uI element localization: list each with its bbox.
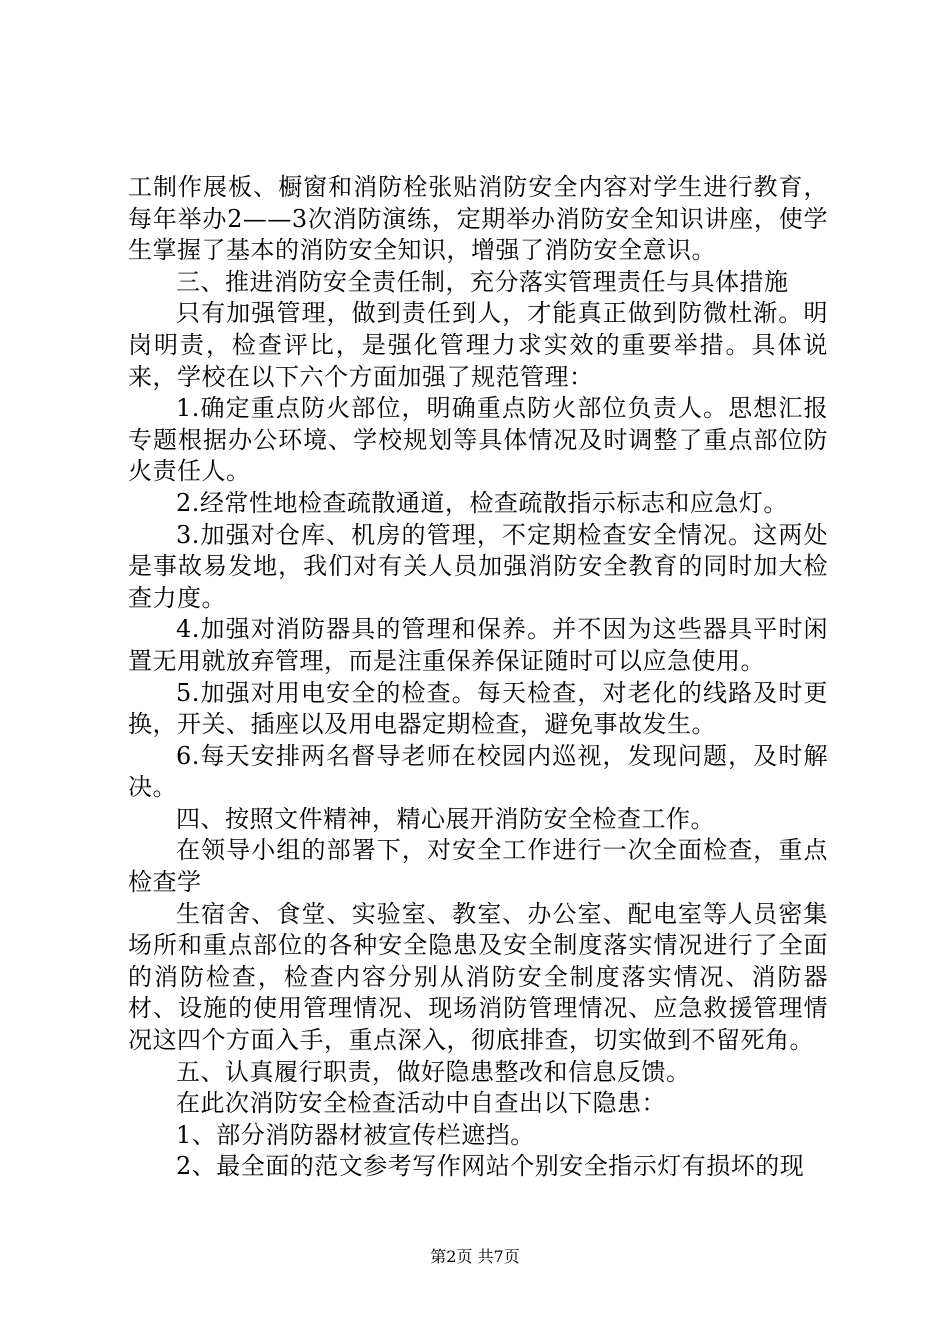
list-item-5: 5.加强对用电安全的检查。每天检查，对老化的线路及时更换，开关、插座以及用电器定期检查，避免事故发生。 [128,678,828,739]
list-item-3: 3.加强对仓库、机房的管理，不定期检查安全情况。这两处是事故易发地，我们对有关人员加强消防安全教育的同时加大检查力度。 [128,520,828,612]
hazard-item-2: 2、最全面的范文参考写作网站个别安全指示灯有损坏的现 [176,1152,805,1181]
section-heading-4: 四、按照文件精神，精心展开消防安全检查工作。 [176,804,715,833]
paragraph-1: 工制作展板、橱窗和消防栓张贴消防安全内容对学生进行教育，每年举办2——3次消防演练，定期举办消防安全知识讲座，使学生掌握了基本的消防安全知识，增强了消防安全意识。 [128,173,828,265]
hazard-item-1: 1、部分消防器材被宣传栏遮挡。 [176,1120,535,1149]
list-item-2: 2.经常性地检查疏散通道，检查疏散指示标志和应急灯。 [176,488,788,517]
list-item-4: 4.加强对消防器具的管理和保养。并不因为这些器具平时闲置无用就放弃管理，而是注重保养保证随时可以应急使用。 [128,615,828,675]
list-item-1: 1.确定重点防火部位，明确重点防火部位负责人。思想汇报专题根据办公环境、学校规划等具体情况及时调整了重点部位防火责任人。 [128,394,828,486]
section-heading-3: 三、推进消防安全责任制，充分落实管理责任与具体措施 [176,267,789,296]
section-heading-5: 五、认真履行职责，做好隐患整改和信息反馈。 [176,1057,691,1086]
paragraph-11: 在领导小组的部署下，对安全工作进行一次全面检查，重点检查学 [128,836,828,897]
paragraph-3: 只有加强管理，做到责任到人，才能真正做到防微杜渐。明岗明责，检查评比，是强化管理力求实效的重要举措。具体说来，学校在以下六个方面加强了规范管理： [128,299,828,391]
paragraph-14: 在此次消防安全检查活动中自查出以下隐患： [176,1089,666,1118]
page-number-footer: 第2页 共7页 [430,1247,520,1266]
list-item-6: 6.每天安排两名督导老师在校园内巡视，发现问题，及时解决。 [128,741,828,802]
document-body [128,172,828,1183]
paragraph-12: 生宿舍、食堂、实验室、教室、办公室、配电室等人员密集场所和重点部位的各种安全隐患及安全制度落实情况进行了全面的消防检查，检查内容分别从消防安全制度落实情况、消防器材、设施的使用管理情况、现场消防管理情况、应急救援管理情况这四个方面入手，重点深入，彻底排查，切实做到不留死角。 [128,899,828,1055]
